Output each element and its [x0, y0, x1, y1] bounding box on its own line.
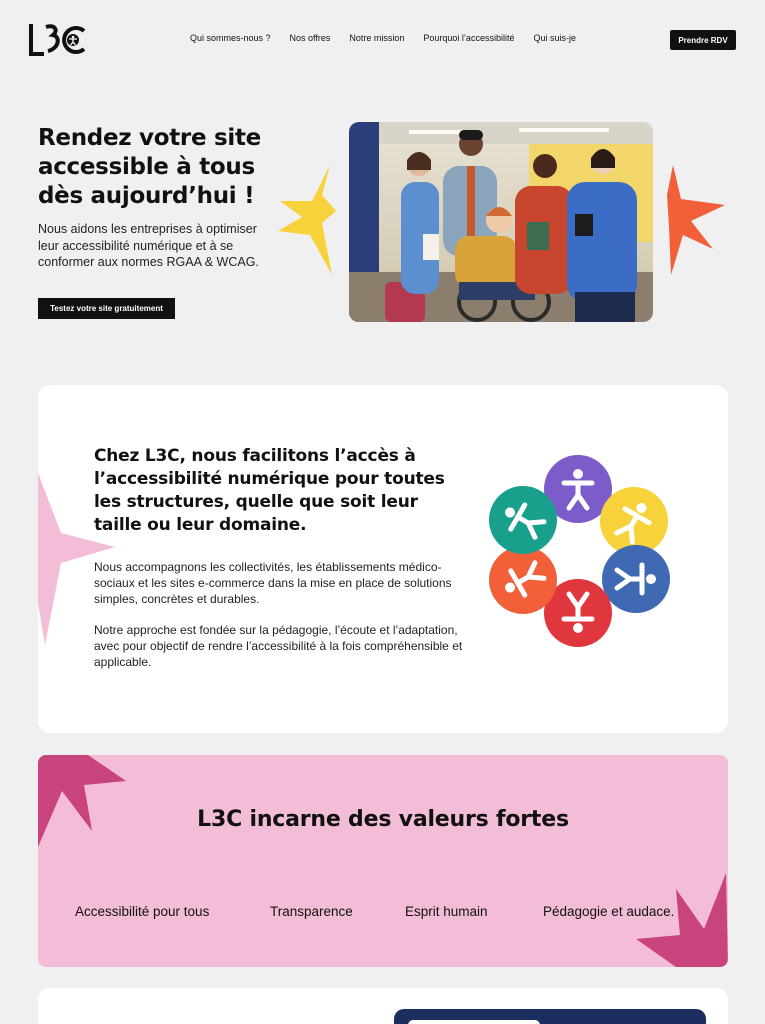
- orange-starburst-icon: [667, 165, 725, 275]
- nav-link-qui-suis-je[interactable]: Qui suis-je: [533, 33, 576, 43]
- hero-team-photo: [349, 122, 653, 322]
- magenta-arrow-icon: [38, 755, 128, 849]
- accessibility-figure-icon: [489, 486, 557, 554]
- value-item: Pédagogie et audace.: [543, 904, 675, 919]
- accessibility-ring-illustration: [488, 453, 674, 651]
- intro-section: [38, 385, 728, 733]
- nav-link-pourquoi-accessibilite[interactable]: Pourquoi l’accessibilité: [423, 33, 515, 43]
- next-section-pill: [408, 1020, 540, 1024]
- hero-title: Rendez votre site accessible à tous dès aujourd’hui !: [38, 125, 261, 209]
- nav-link-notre-mission[interactable]: Notre mission: [349, 33, 405, 43]
- value-item: Esprit humain: [405, 904, 488, 919]
- intro-paragraph-1: Nous accompagnons les collectivités, les établissements médico-sociaux et les sites e-commerce dans la mise en place de solutions simples, concrètes et durables.: [94, 560, 452, 606]
- values-section: [38, 755, 728, 967]
- nav-link-nos-offres[interactable]: Nos offres: [289, 33, 331, 43]
- nav-link-qui-sommes-nous[interactable]: Qui sommes-nous ?: [190, 33, 271, 43]
- value-item: Transparence: [270, 904, 353, 919]
- prendre-rdv-button[interactable]: Prendre RDV: [670, 30, 736, 50]
- intro-paragraph-2: Notre approche est fondée sur la pédagogie, l’écoute et l’adaptation, avec pour objectif de rendre l’accessibilité à la fois compréhensible et applicable.: [94, 623, 463, 669]
- value-item: Accessibilité pour tous: [75, 904, 210, 919]
- main-nav: [190, 33, 576, 43]
- values-title: L3C incarne des valeurs fortes: [197, 807, 569, 832]
- l3c-logo-icon[interactable]: [28, 22, 88, 58]
- site-header: [0, 0, 765, 80]
- intro-title: Chez L3C, nous facilitons l’accès à l’accessibilité numérique pour toutes les structures, quelle que soit leur taille ou leur domaine.: [94, 446, 445, 535]
- yellow-starburst-icon: [278, 165, 336, 275]
- hero-description: Nous aidons les entreprises à optimiser leur accessibilité numérique et à se conformer aux normes RGAA & WCAG.: [38, 222, 259, 269]
- accessibility-figure-icon: [489, 546, 557, 614]
- accessibility-figure-icon: [602, 545, 670, 613]
- accessibility-figure-icon: [600, 487, 668, 555]
- values-list: [38, 904, 728, 922]
- test-site-button[interactable]: Testez votre site gratuitement: [38, 298, 175, 319]
